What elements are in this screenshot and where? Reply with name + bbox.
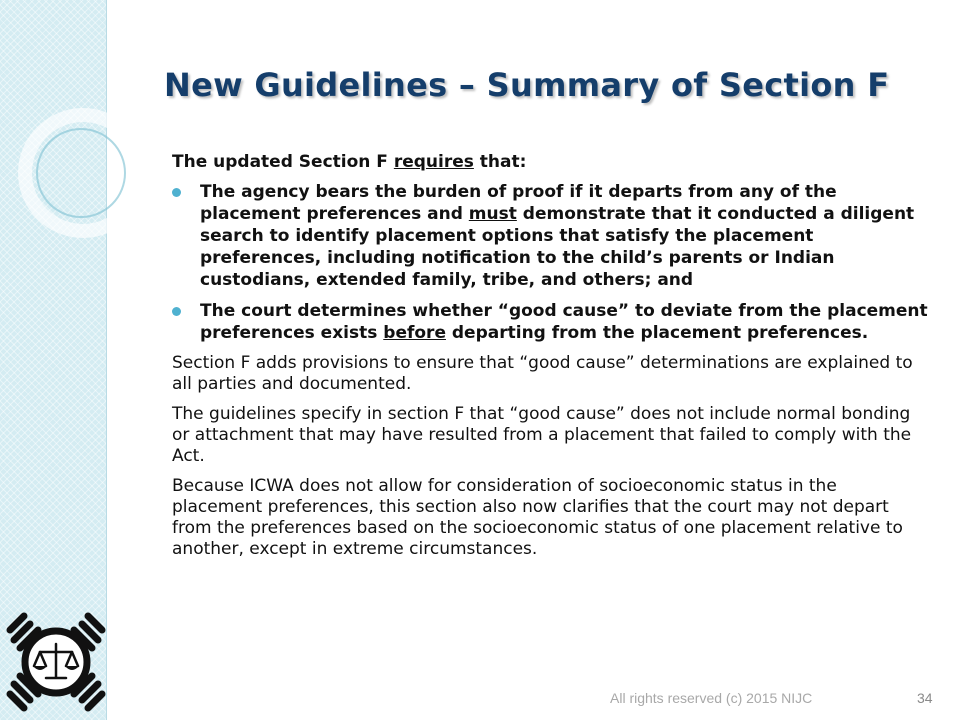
lead-text-start: The updated Section F — [172, 152, 394, 172]
bullet-text-start: The court determines whether “good cause” to deviate from the placement preferences exists — [200, 301, 928, 343]
paragraph-bonding: The guidelines specify in section F that “good cause” does not include normal bonding or attachment that may have resulted from a placement that failed to comply with the Act. — [172, 404, 912, 466]
bullet-text-end: demonstrate that it conducted a diligent search to identify placement options that satisfy the placement preferences, including notification to the child’s parents or Indian custodians, extended family, tribe, and others; and — [200, 204, 915, 290]
bullet-text-end: departing from the placement preferences. — [445, 323, 869, 343]
nijc-logo-icon — [6, 610, 106, 714]
bullet-underlined-word: must — [468, 204, 517, 224]
paragraph-socioeconomic: Because ICWA does not allow for consideration of socioeconomic status in the placement preferences, this section also now clarifies that the court may not depart from the preferences based on the socioeconomic status of one placement relative to another, except in extreme circumstances. — [172, 476, 903, 559]
footer-copyright: All rights reserved (c) 2015 NIJC — [610, 690, 813, 706]
bullet-list — [172, 181, 932, 344]
page-number: 34 — [917, 690, 933, 706]
slide-title: New Guidelines – Summary of Section F — [164, 66, 890, 104]
bullet-item-agency-burden — [172, 181, 932, 291]
decorative-ring-inner — [36, 128, 126, 218]
bullet-text-start: The agency bears the burden of proof if it departs from any of the placement preferences and — [200, 182, 837, 224]
lead-underlined-word: requires — [393, 152, 474, 172]
lead-text-end: that: — [473, 152, 527, 172]
lead-text — [172, 152, 932, 173]
slide-body — [172, 152, 932, 569]
bullet-underlined-word: before — [383, 323, 446, 343]
paragraph-documentation: Section F adds provisions to ensure that “good cause” determinations are explained to all parties and documented. — [172, 353, 913, 394]
bullet-item-good-cause — [172, 300, 932, 344]
